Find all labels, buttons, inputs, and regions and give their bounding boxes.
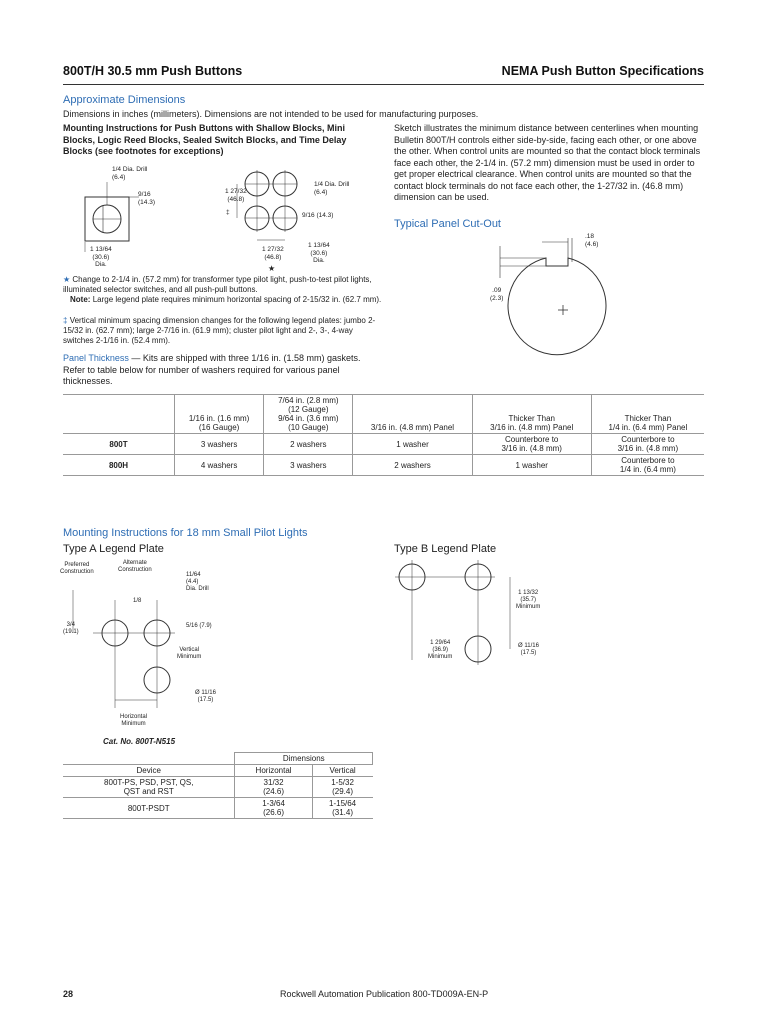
mounting-title: Mounting Instructions for Push Buttons with Shallow Blocks, Mini Blocks, Logic Reed Blocks, Sealed Switch Blocks, and Time Delay Blocks (see footnotes for exceptions) [63, 123, 347, 156]
d1-11364-label: 1 13/64 (30.6) Dia. [90, 246, 112, 268]
table-cell: 1 washer [353, 434, 472, 455]
publication: Rockwell Automation Publication 800-TD009A-EN-P [280, 989, 489, 999]
header-rule [63, 84, 704, 85]
preferred-construction: Preferred Construction [60, 562, 94, 575]
table-cell: 1-15/64 (31.4) [312, 798, 372, 819]
d2-dagger: ‡ [226, 209, 230, 216]
d2-12732-bottom-label: 1 27/32 (46.8) [262, 246, 284, 261]
approx-intro: Dimensions in inches (millimeters). Dimensions are not intended to be used for manufacturing purposes. [63, 109, 479, 119]
d2-11364-label: 1 13/64 (30.6) Dia. [308, 242, 330, 264]
table-cell: 3 washers [175, 434, 264, 455]
d1-916-label: 9/16 (14.3) [138, 191, 155, 206]
table-cell: Counterbore to 3/16 in. (4.8 mm) [591, 434, 704, 455]
table-cell: 3 washers [264, 455, 353, 476]
type-a-dia: Ø 11/16 (17.5) [195, 690, 216, 703]
header-left-title: 800T/H 30.5 mm Push Buttons [63, 64, 243, 78]
table-row [63, 777, 373, 798]
page-number: 28 [63, 989, 74, 999]
table-cell: 1-5/32 (29.4) [312, 777, 372, 798]
type-a-horizontal-min: Horizontal Minimum [120, 714, 148, 727]
type-a-5-16: 5/16 (7.9) [186, 623, 212, 629]
type-a-1-8: 1/8 [133, 598, 142, 604]
table-cell: 800T [63, 434, 175, 455]
type-b-diagram [395, 560, 575, 680]
type-a-3-4: 3/4 (19.1) [63, 622, 79, 635]
washer-header-thicker-1-4: Thicker Than 1/4 in. (6.4 mm) Panel [591, 395, 704, 434]
washer-header-blank [63, 395, 175, 434]
table-cell: Counterbore to 3/16 in. (4.8 mm) [472, 434, 591, 455]
cutout-outline [508, 258, 606, 355]
table-cell: 4 washers [175, 455, 264, 476]
type-a-drill: 11/64 (4.4) Dia. Drill [186, 572, 209, 592]
table-row [63, 798, 373, 819]
alternate-construction: Alternate Construction [118, 560, 152, 573]
d2-916-label: 9/16 (14.3) [302, 212, 334, 219]
table-cell: 2 washers [264, 434, 353, 455]
cutout-heading: Typical Panel Cut-Out [394, 218, 501, 230]
header-right-title: NEMA Push Button Specifications [501, 64, 704, 78]
dim-header-device: Device [63, 765, 235, 777]
washer-header-1-16: 1/16 in. (1.6 mm) (16 Gauge) [175, 395, 264, 434]
d2-drill-label: 1/4 Dia. Drill (6.4) [314, 181, 350, 196]
washer-header-3-16: 3/16 in. (4.8 mm) Panel [353, 395, 472, 434]
sketch-text: Sketch illustrates the minimum distance between centerlines when mounting Bulletin 800T/H controls either side-by-side, facing each other, or one above the other. When control units are mounted so that the contact block terminals face each other, the 2-1/4 in. (57.2 mm) dimension must be used in order to get proper electrical clearance. When control units are mounted so that the contact block terminals do not face each other, the 1-27/32 in. (46.8 mm) dimension can be used. [394, 123, 701, 202]
table-cell: Counterbore to 1/4 in. (6.4 mm) [591, 455, 704, 476]
type-b-heading: Type B Legend Plate [394, 543, 497, 555]
d2-star: ★ [268, 264, 276, 273]
dim-group-header: Dimensions [235, 753, 373, 765]
footnote-dagger: ‡ Vertical minimum spacing dimension changes for the following legend plates: jumbo 2-15/32 in. (62.7 mm); large 2-7/16 in. (61.9 mm); cluster pilot light and 2-, 3-, 4-way switches 2-1/16 in. (52.4 mm). [63, 316, 376, 345]
type-a-diagram [63, 560, 263, 740]
type-b-dia: Ø 11/16 (17.5) [518, 643, 539, 656]
table-cell: 800H [63, 455, 175, 476]
dimensions-table [63, 752, 373, 819]
table-cell: 800T-PSDT [63, 798, 235, 819]
table-cell: 1 washer [472, 455, 591, 476]
table-row [63, 455, 704, 476]
washer-header-7-64: 7/64 in. (2.8 mm) (12 Gauge) 9/64 in. (3.6 mm) (10 Gauge) [264, 395, 353, 434]
panel-thickness: Panel Thickness — Kits are shipped with three 1/16 in. (1.58 mm) gaskets. Refer to table below for number of washers required for various panel thicknesses. [63, 353, 361, 386]
type-b-vertical: 1 13/32 (35.7) Minimum [516, 590, 541, 610]
table-cell: 800T-PS, PSD, PST, QS, QST and RST [63, 777, 235, 798]
d2-12732-label: 1 27/32 (46.8) [225, 188, 247, 203]
cutout-d18: .18 (4.6) [585, 233, 599, 248]
type-a-vertical-min: Vertical Minimum [177, 647, 202, 660]
d1-drill-label: 1/4 Dia. Drill (6.4) [112, 166, 148, 181]
footnote-star: ★ Change to 2-1/4 in. (57.2 mm) for transformer type pilot light, push-to-test pilot lights, illuminated selector switches, and all push-pull buttons. Note: Large legend plate requires minimum horizontal spacing of 2-15/32 in. (62.7 mm). [63, 275, 382, 304]
type-b-horizontal: 1 29/64 (36.9) Minimum [428, 640, 453, 660]
table-cell: 2 washers [353, 455, 472, 476]
washer-table [63, 394, 704, 476]
dim-header-vertical: Vertical [312, 765, 372, 777]
dim-header-horizontal: Horizontal [235, 765, 312, 777]
table-cell: 1-3/64 (26.6) [235, 798, 312, 819]
small-pilot-heading: Mounting Instructions for 18 mm Small Pilot Lights [63, 527, 308, 539]
cat-no: Cat. No. 800T-N515 [103, 737, 176, 746]
table-row [63, 434, 704, 455]
table-cell: 31/32 (24.6) [235, 777, 312, 798]
type-a-heading: Type A Legend Plate [63, 543, 164, 555]
washer-header-thicker-3-16: Thicker Than 3/16 in. (4.8 mm) Panel [472, 395, 591, 434]
approx-heading: Approximate Dimensions [63, 94, 186, 106]
panel-cutout-diagram [480, 232, 680, 387]
cutout-d09: .09 (2.3) [490, 287, 504, 302]
